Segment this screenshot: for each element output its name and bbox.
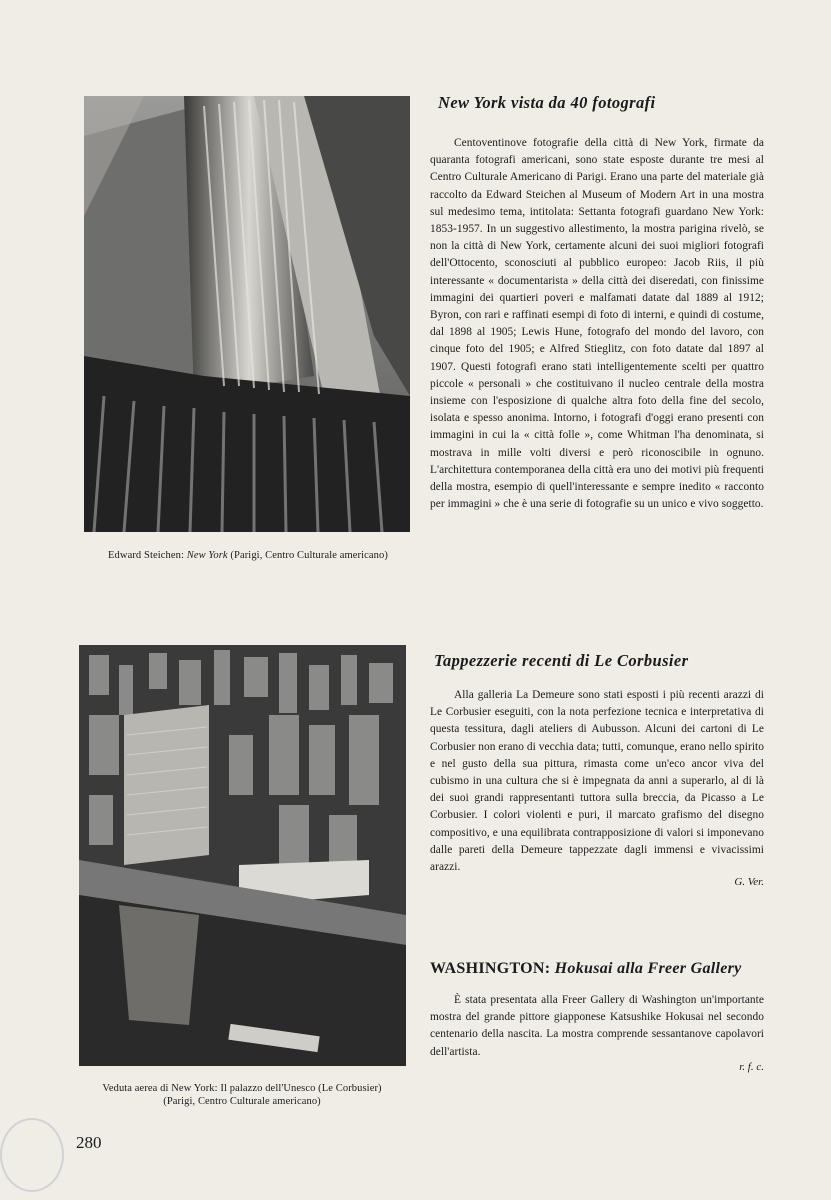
article-signature: r. f. c. [739,1060,764,1073]
caption-title: New York [186,550,228,561]
page-number: 280 [76,1133,102,1152]
caption-source: (Parigi, Centro Culturale americano) [227,550,388,561]
article-body: Centoventinove fotografie della città di New York, firmate da quaranta fotografi americani, sono state esposte durante tre mesi al Centro Culturale Americano di Parigi. Erano una parte del materiale già raccolto da Edward Steichen al Museum of Modern Art in una mostra sul medesimo tema, intitolata: Settanta fotografi guardano New York: 1853-1957. In un suggestivo allestimento, la mostra parigina rivelò, se non la città di New York, certamente alcuni dei suoi migliori fotografi dell'Ottocento, sconosciuti al pubblico europeo: Jacob Riis, il più interessante « documentarista » della città dei diseredati, con finissime immagini dei quartieri poveri e malfamati datate dal 1889 al 1912; Byron, con rari e raffinati esempi di foto di interni, e quindi di costume, dal 1898 al 1905; Lewis Hune, fotografo del mondo del lavoro, con cinque foto del 1905; e Alfred Stieglitz, con foto datate dal 1897 al 1907. Questi fotografi erano stati intelligentemente scelti per quattro piccole « personali » che costituivano il nucleo centrale della mostra insieme con l'esposizione di qualche altra foto della fine del secolo, isolata e spesso anonima. Intorno, i fotografi d'oggi erano presenti con immagini in cui la « città folle », come Whitman l'ha denominata, si mostrava in mille volti diversi e però riconoscibile in ognuno. L'architettura contemporanea della città era uno dei motivi più frequenti della mostra, esempio di quell'interessante e sempre inedito « racconto per immagini » che è una serie di fotografie su un unico e vivo soggetto. [430,137,764,511]
caption-author: Edward Steichen: [108,550,187,561]
article-title: New York vista da 40 fotografi [438,93,656,112]
title-italic: Hokusai alla Freer Gallery [554,960,742,977]
caption-line-1: Veduta aerea di New York: Il palazzo dell'Unesco (Le Corbusier) [102,1083,382,1094]
article-washington [430,959,764,1073]
figure2-caption [72,1082,412,1108]
article-title [430,959,764,978]
caption-line-2: (Parigi, Centro Culturale americano) [163,1096,321,1107]
article-le-corbusier [430,651,764,888]
title-caps: WASHINGTON: [430,960,555,977]
article-body: Alla galleria La Demeure sono stati esposti i più recenti arazzi di Le Corbusier eseguiti, con la nota perfezione tecnica e interpretativa di questa tessitura, dagli ateliers di Aubusson. Alcuni dei cartoni di Le Corbusier non erano di vecchia data; tutti, comunque, erano nello spirito e nel gusto della sua pittura, rimasta come un'eco ancor viva del cubismo in una cultura che si è impegnata da anni a superarlo, al di là dei suoi grandi rappresentanti tuttora sulla breccia, da Picasso a Le Corbusier. I colori violenti e puri, il marcato grafismo del disegno compositivo, e una equilibrata contrapposizione di valori si imponevano dalle pareti della Demeure tappezzate dagli immensi e vivacissimi arazzi. [430,689,764,874]
article-new-york [430,93,764,513]
unesco-aerial-photo [79,645,406,1066]
article-body: È stata presentata alla Freer Gallery di Washington un'importante mostra del grande pittore giapponese Katsushike Hokusai nel secondo centenario della nascita. La mostra comprende sessantanove capolavori dell'artista. [430,994,764,1058]
article-signature: G. Ver. [734,876,764,889]
library-stamp [0,1118,64,1192]
steichen-new-york-photo [84,96,410,532]
article-title: Tappezzerie recenti di Le Corbusier [434,651,689,670]
figure1-caption [78,549,418,562]
